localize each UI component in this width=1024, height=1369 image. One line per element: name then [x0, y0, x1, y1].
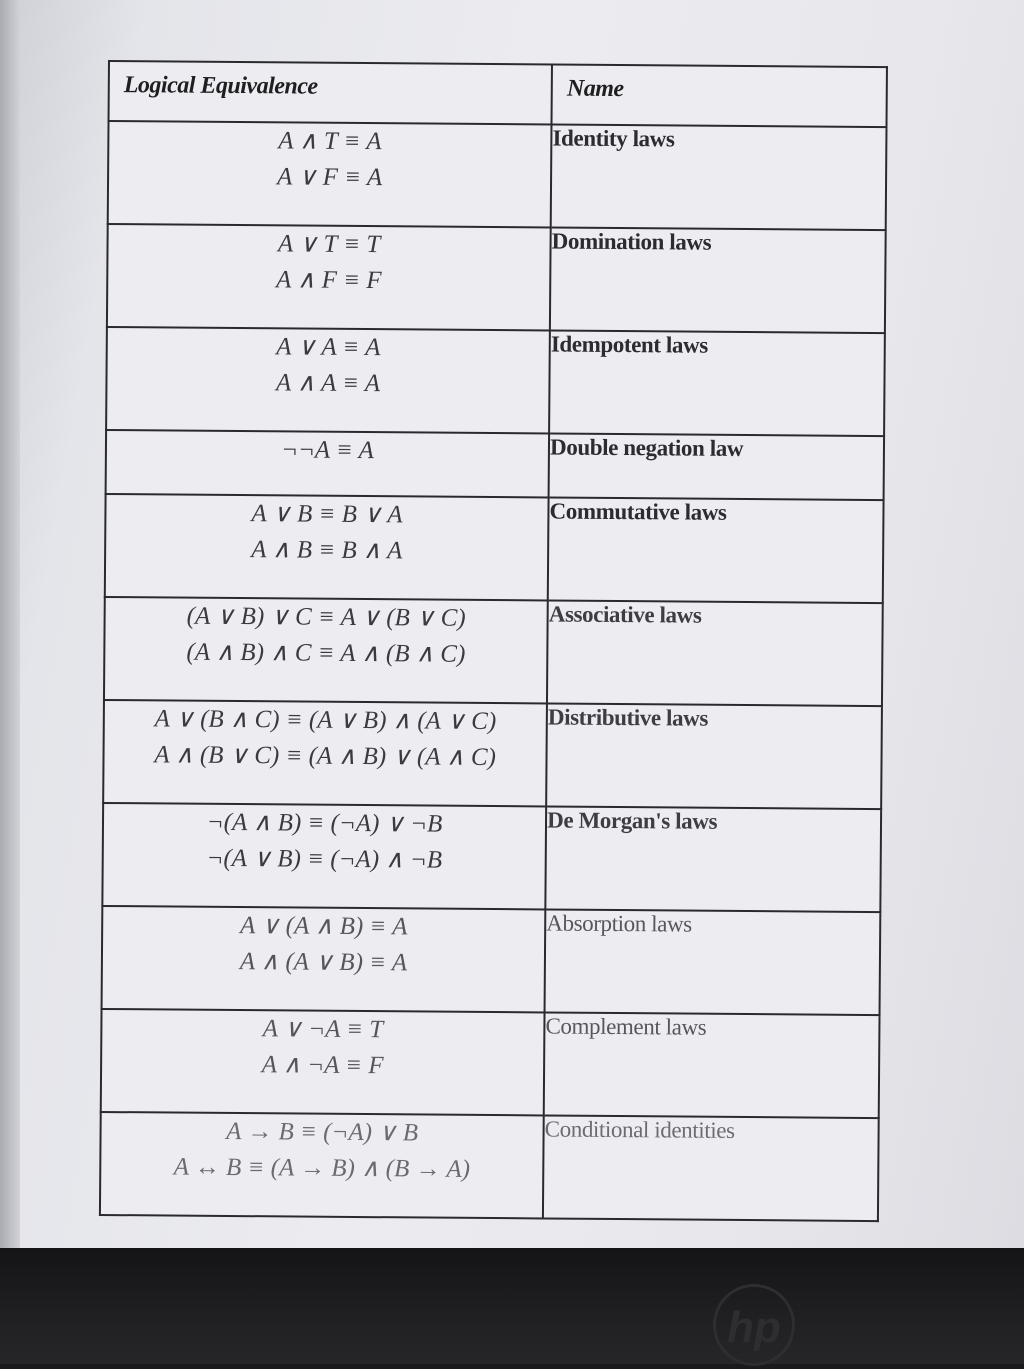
equivalence-cell [106, 430, 550, 498]
header-name: Name [552, 64, 887, 127]
formula-line: A ∨ T ≡ T [277, 230, 381, 259]
formula-line: A ∧ B ≡ B ∧ A [251, 536, 403, 565]
law-name-cell: De Morgan's laws [545, 807, 881, 913]
equivalence-cell [101, 1009, 545, 1115]
monitor-bezel [0, 1248, 1024, 1364]
formula-line: ¬¬A ≡ A [281, 436, 374, 464]
law-name-cell: Double negation law [549, 433, 884, 500]
formula-line: (A ∨ B) ∨ C ≡ A ∨ (B ∨ C) [186, 602, 466, 633]
law-name-cell: Distributive laws [546, 704, 882, 810]
table-row [106, 327, 885, 436]
table-row [100, 1112, 879, 1221]
formula-line: A ∧ ¬A ≡ F [261, 1051, 384, 1080]
equivalence-cell [104, 597, 548, 703]
formula-line: A ∧ F ≡ F [275, 266, 382, 295]
formula-line: ¬(A ∧ B) ≡ (¬A) ∨ ¬B [206, 809, 443, 838]
table-row [106, 430, 884, 501]
logical-equivalence-table [99, 60, 888, 1222]
formula-line: A ∧ (A ∨ B) ≡ A [239, 948, 408, 977]
formula-line: A ∧ (B ∨ C) ≡ (A ∧ B) ∨ (A ∧ C) [154, 741, 497, 772]
equivalence-cell [105, 494, 549, 600]
formula-line: A ∨ F ≡ A [276, 163, 383, 192]
equivalence-cell [106, 327, 550, 433]
table-row [108, 121, 887, 230]
table-row [103, 700, 882, 809]
formula-line: A ∨ (B ∧ C) ≡ (A ∨ B) ∧ (A ∨ C) [154, 705, 497, 736]
law-name-cell: Identity laws [551, 124, 887, 230]
equivalence-cell [100, 1112, 544, 1218]
screen-left-edge [0, 0, 20, 1248]
hp-logo: hp [713, 1284, 795, 1366]
law-name-cell: Complement laws [544, 1013, 880, 1119]
law-name-cell: Absorption laws [545, 910, 881, 1016]
table-row [101, 1009, 880, 1118]
formula-line: A ∧ T ≡ A [278, 127, 382, 156]
table-row [104, 597, 883, 706]
formula-line: A ∨ ¬A ≡ T [262, 1015, 384, 1044]
formula-line: ¬(A ∨ B) ≡ (¬A) ∧ ¬B [206, 845, 443, 874]
formula-line: A ∨ B ≡ B ∨ A [251, 500, 403, 529]
formula-line: A → B ≡ (¬A) ∨ B [226, 1117, 419, 1147]
table-row [105, 494, 884, 603]
equivalence-cell [108, 121, 552, 227]
document-page [99, 60, 888, 1222]
formula-line: A ↔ B ≡ (A → B) ∧ (B → A) [173, 1153, 471, 1183]
equivalence-cell [107, 224, 551, 330]
equivalence-cell [103, 700, 547, 806]
equivalence-cell [102, 803, 546, 909]
formula-line: A ∨ A ≡ A [276, 333, 381, 362]
table-row [102, 906, 881, 1015]
formula-line: (A ∧ B) ∧ C ≡ A ∧ (B ∧ C) [186, 638, 466, 669]
law-name-cell: Commutative laws [548, 498, 884, 604]
table-row [102, 803, 881, 912]
formula-line: A ∨ (A ∧ B) ≡ A [239, 912, 408, 941]
law-name-cell: Conditional identities [543, 1115, 879, 1221]
law-name-cell: Idempotent laws [549, 330, 885, 436]
table-row [107, 224, 886, 333]
equivalence-cell [102, 906, 546, 1012]
law-name-cell: Domination laws [550, 227, 886, 333]
formula-line: A ∧ A ≡ A [275, 369, 381, 398]
law-name-cell: Associative laws [547, 601, 883, 707]
header-logical-equivalence: Logical Equivalence [109, 61, 553, 124]
table-header-row [109, 61, 887, 127]
